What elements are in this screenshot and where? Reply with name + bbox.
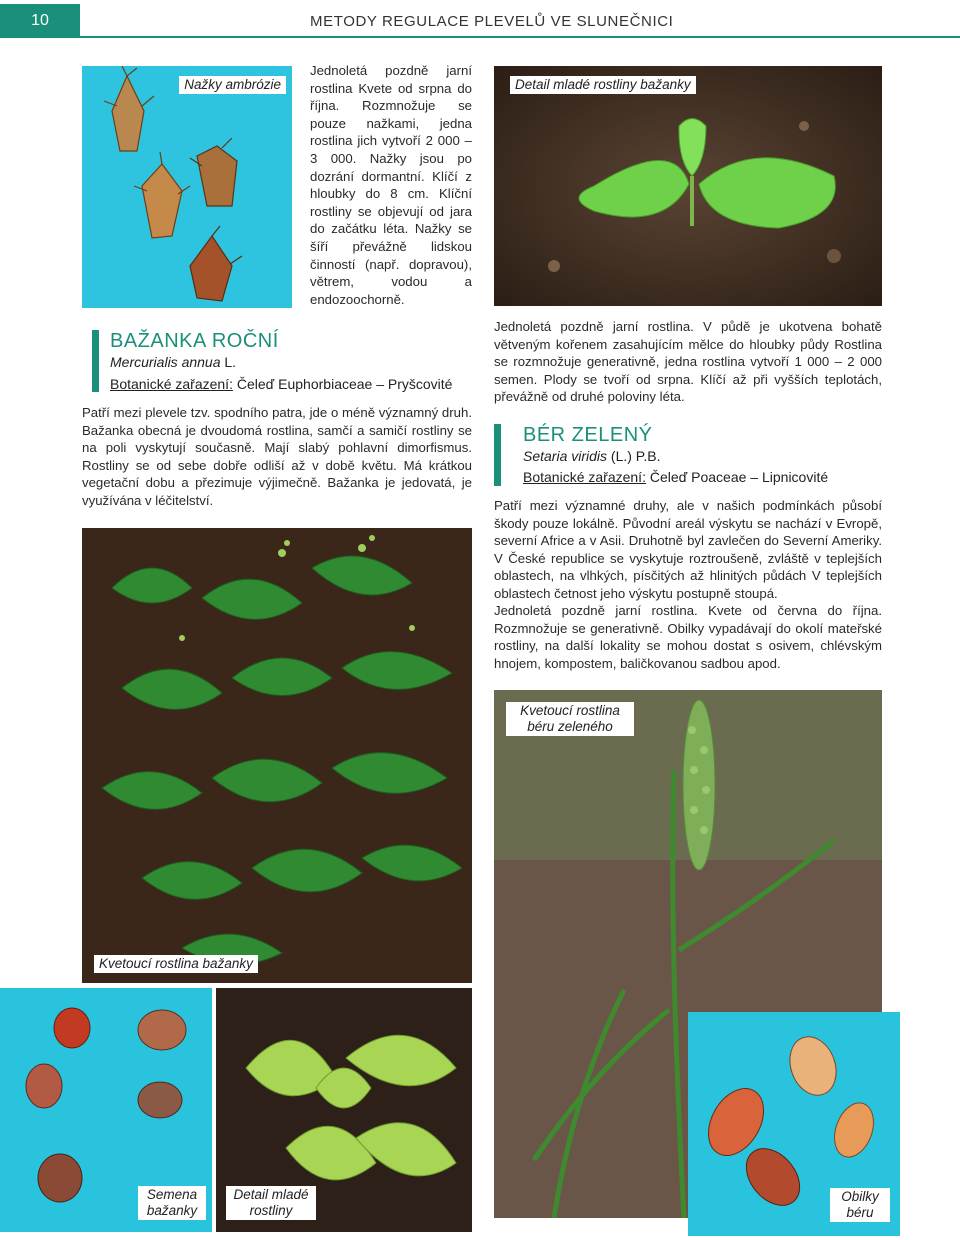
setaria-section-bar (494, 424, 501, 486)
setaria-taxonomy-value: Čeleď Poaceae – Lipnicovité (645, 469, 829, 485)
seedling-caption: Detail mladé rostliny bažanky (510, 76, 696, 94)
mercurialis-title: BAŽANKA ROČNÍ (110, 330, 279, 352)
mercurialis-young-photo (216, 988, 472, 1232)
page-number: 10 (0, 4, 80, 38)
running-title: METODY REGULACE PLEVELŮ VE SLUNEČNICI (310, 13, 674, 30)
setaria-latin-genus: Setaria viridis (523, 448, 608, 464)
mercurialis-taxonomy-value: Čeleď Euphorbiaceae – Pryšcovité (232, 376, 453, 392)
mercurialis-seeds-caption: Semena bažanky (138, 1186, 206, 1220)
setaria-flowering-caption: Kvetoucí rostlina béru zeleného (506, 702, 634, 736)
mercurialis-latin-genus: Mercurialis annua (110, 354, 221, 370)
mercurialis-biology: Jednoletá pozdně jarní rostlina. V půdě je ukotvena bohatě větveným kořenem zasahujícím mělce do hloubky půdy Rostlina se rozmnožuje generativně, jedna rostlina vytvoří 1 000 – 2 000 semen. Plody se tvoří od srpna. Klíčí až při vyšších teplotách, převážně od druhé poloviny léta. (494, 319, 882, 405)
mercurialis-taxonomy-label: Botanické zařazení: (110, 376, 233, 392)
mercurialis-taxonomy (110, 376, 452, 392)
setaria-latin-author: (L.) P.B. (607, 448, 661, 464)
seedling-photo (494, 66, 882, 306)
ambrosia-caption: Nažky ambrózie (179, 76, 286, 94)
mercurialis-latin-author: L. (220, 354, 237, 370)
mercurialis-description: Patří mezi plevele tzv. spodního patra, jde o méně významný druh. Bažanka obecná je dvoudomá rostlina, samčí a samičí rostliny se na poli vyskytují současně. Mají slabý pohlavní dimorfismus. Rostliny se od sebe dobře odliší až v době květu. Má krátkou vegetační dobu a přezimuje výjimečně. Bažanka je jedovatá, je využívána v léčitelství. (82, 405, 472, 508)
mercurialis-section-bar (92, 330, 99, 392)
setaria-title: BÉR ZELENÝ (523, 424, 653, 446)
setaria-taxonomy-label: Botanické zařazení: (523, 469, 646, 485)
setaria-latin-name (523, 448, 660, 464)
ambrosia-text: Jednoletá pozdně jarní rostlina Kvete od srpna do října. Rozmnožuje se pouze nažkami, jedna rostlina jich vytvoří 2 000 – 3 000. Nažky jsou po dozrání dormantní. Klíčí z hloubky do 8 cm. Klíční rostliny se objevují od jara do začátku léta. Nažky se šíří převážně lidskou činností (např. dopravou), větrem, vodou a endozoochorně. (310, 63, 472, 307)
mercurialis-flowering-caption: Kvetoucí rostlina bažanky (94, 955, 258, 973)
mercurialis-young-caption: Detail mladé rostliny (226, 1186, 316, 1220)
ambrosia-achenes-photo (82, 66, 292, 308)
setaria-description-2: Jednoletá pozdně jarní rostlina. Kvete od června do října. Rozmnožuje se generativně. Obilky vypadávají do okolí mateřské rostliny, na další lokality se mohou dostat s osivem, chlévským hnojem, kompostem, baličkovanou sadbou apod. (494, 603, 882, 671)
setaria-grains-photo (688, 1012, 900, 1236)
setaria-description-1: Patří mezi významné druhy, ale v našich podmínkách působí škody pouze lokálně. Původní areál výskytu se nachází v Evropě, severní Africe a v Asii. Druhotně byl zavlečen do Severní Ameriky. V České republice se vyskytuje roztroušeně, zvláště v teplejších oblastech, na vlhkých, písčitých až hlinitých půdách V teplejších oblastech četnost jeho výskytu postupně stoupá. (494, 498, 882, 601)
setaria-grains-caption: Obilky béru (830, 1188, 890, 1222)
setaria-taxonomy (523, 469, 828, 485)
mercurialis-seeds-photo (0, 988, 212, 1232)
mercurialis-latin-name (110, 354, 236, 370)
mercurialis-flowering-photo (82, 528, 472, 983)
header-rule (0, 36, 960, 38)
